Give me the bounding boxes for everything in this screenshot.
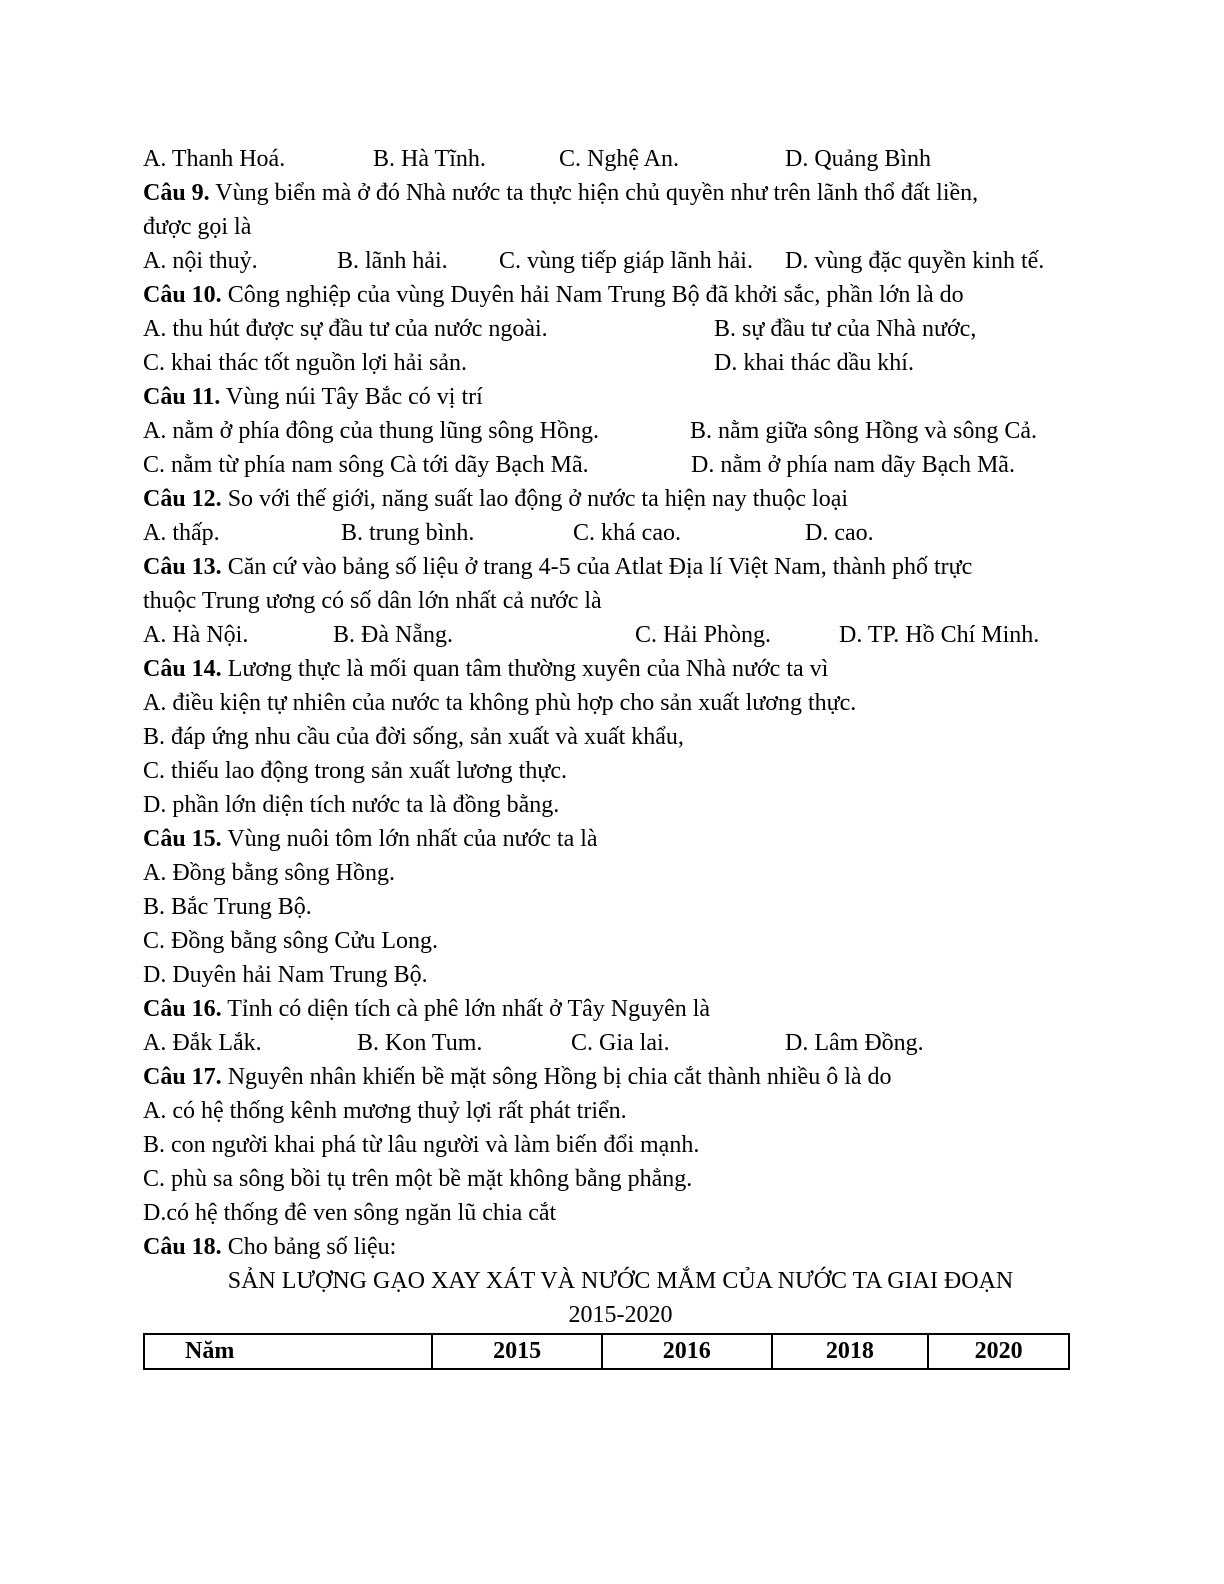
question-line bbox=[143, 380, 483, 414]
question-number: Câu 10. bbox=[143, 282, 222, 308]
table-header-row bbox=[144, 1334, 1069, 1369]
question-text: Công nghiệp của vùng Duyên hải Nam Trung Bộ đã khởi sắc, phần lớn là do bbox=[221, 282, 964, 308]
answer-option: B. lãnh hải. bbox=[337, 248, 448, 274]
question-number: Câu 16. bbox=[143, 996, 222, 1022]
text-line: D. phần lớn diện tích nước ta là đồng bằng. bbox=[143, 792, 560, 818]
question-number: Câu 13. bbox=[143, 554, 222, 580]
answer-option: D. khai thác dầu khí. bbox=[714, 350, 914, 376]
answer-option: B. Hà Tĩnh. bbox=[373, 146, 486, 172]
question-text: Lương thực là mối quan tâm thường xuyên của Nhà nước ta vì bbox=[221, 656, 829, 682]
answer-option: D. cao. bbox=[805, 520, 874, 546]
text-line: D. Duyên hải Nam Trung Bộ. bbox=[143, 962, 428, 988]
answer-option: B. Đà Nẵng. bbox=[333, 622, 453, 648]
question-number: Câu 18. bbox=[143, 1234, 222, 1260]
answer-option: D. nằm ở phía nam dãy Bạch Mã. bbox=[691, 452, 1015, 478]
question-text: Vùng nuôi tôm lớn nhất của nước ta là bbox=[221, 826, 598, 852]
question-number: Câu 11. bbox=[143, 384, 221, 410]
text-line: C. thiếu lao động trong sản xuất lương thực. bbox=[143, 758, 567, 784]
data-table bbox=[143, 1333, 1070, 1370]
answer-option: D. Lâm Đồng. bbox=[785, 1030, 924, 1056]
question-text: Cho bảng số liệu: bbox=[221, 1234, 397, 1260]
answer-options-row bbox=[143, 618, 1103, 652]
question-line bbox=[143, 176, 978, 210]
answer-option: C. Hải Phòng. bbox=[635, 622, 772, 648]
answer-option: C. Gia lai. bbox=[571, 1030, 670, 1056]
question-line bbox=[143, 550, 972, 584]
text-line: A. Đồng bằng sông Hồng. bbox=[143, 860, 395, 886]
text-line: B. con người khai phá từ lâu người và làm biến đổi mạnh. bbox=[143, 1132, 700, 1158]
text-line: B. Bắc Trung Bộ. bbox=[143, 894, 312, 920]
question-line bbox=[143, 482, 848, 516]
question-text: So với thế giới, năng suất lao động ở nước ta hiện nay thuộc loại bbox=[221, 486, 849, 512]
question-number: Câu 9. bbox=[143, 180, 210, 206]
text-line: thuộc Trung ương có số dân lớn nhất cả nước là bbox=[143, 588, 602, 614]
question-number: Câu 15. bbox=[143, 826, 222, 852]
answer-options-row bbox=[143, 516, 1103, 550]
question-text: Tỉnh có diện tích cà phê lớn nhất ở Tây Nguyên là bbox=[221, 996, 711, 1022]
answer-option: A. Hà Nội. bbox=[143, 622, 249, 648]
header-cell-2016: 2016 bbox=[602, 1334, 772, 1369]
answer-option: B. Kon Tum. bbox=[357, 1030, 483, 1056]
question-number: Câu 17. bbox=[143, 1064, 222, 1090]
text-line: C. Đồng bằng sông Cửu Long. bbox=[143, 928, 439, 954]
answer-options-row bbox=[143, 1026, 1103, 1060]
answer-option: D. Quảng Bình bbox=[785, 146, 931, 172]
text-line: A. có hệ thống kênh mương thuỷ lợi rất phát triển. bbox=[143, 1098, 627, 1124]
answer-options-row bbox=[143, 448, 1103, 482]
answer-option: A. Đắk Lắk. bbox=[143, 1030, 262, 1056]
header-cell-year: Năm bbox=[144, 1334, 432, 1369]
answer-option: C. Nghệ An. bbox=[559, 146, 679, 172]
answer-option: A. Thanh Hoá. bbox=[143, 146, 286, 172]
answer-option: C. khai thác tốt nguồn lợi hải sản. bbox=[143, 350, 467, 376]
question-number: Câu 14. bbox=[143, 656, 222, 682]
answer-option: B. nằm giữa sông Hồng và sông Cả. bbox=[690, 418, 1037, 444]
answer-option: A. thấp. bbox=[143, 520, 220, 546]
table-title-line-1: SẢN LƯỢNG GẠO XAY XÁT VÀ NƯỚC MẮM CỦA NƯỚC TA GIAI ĐOẠN bbox=[227, 1268, 1014, 1294]
answer-option: C. khá cao. bbox=[573, 520, 681, 546]
answer-option: B. trung bình. bbox=[341, 520, 475, 546]
text-line: B. đáp ứng nhu cầu của đời sống, sản xuất và xuất khẩu, bbox=[143, 724, 684, 750]
question-text: Vùng biển mà ở đó Nhà nước ta thực hiện chủ quyền như trên lãnh thổ đất liền, bbox=[209, 180, 979, 206]
header-cell-2015: 2015 bbox=[432, 1334, 602, 1369]
question-number: Câu 12. bbox=[143, 486, 222, 512]
question-line bbox=[143, 822, 598, 856]
text-line: D.có hệ thống đê ven sông ngăn lũ chia cắt bbox=[143, 1200, 557, 1226]
answer-option: A. nội thuỷ. bbox=[143, 248, 258, 274]
answer-options-row bbox=[143, 346, 1103, 380]
answer-option: A. thu hút được sự đầu tư của nước ngoài. bbox=[143, 316, 548, 342]
answer-option: D. TP. Hồ Chí Minh. bbox=[839, 622, 1040, 648]
answer-option: C. nằm từ phía nam sông Cà tới dãy Bạch Mã. bbox=[143, 452, 589, 478]
text-line: C. phù sa sông bồi tụ trên một bề mặt không bằng phẳng. bbox=[143, 1166, 693, 1192]
header-cell-2020: 2020 bbox=[928, 1334, 1069, 1369]
text-line: A. điều kiện tự nhiên của nước ta không phù hợp cho sản xuất lương thực. bbox=[143, 690, 857, 716]
header-cell-2018: 2018 bbox=[772, 1334, 929, 1369]
answer-options-row bbox=[143, 414, 1103, 448]
question-text: Căn cứ vào bảng số liệu ở trang 4-5 của Atlat Địa lí Việt Nam, thành phố trực bbox=[221, 554, 973, 580]
table-title-line-2: 2015-2020 bbox=[568, 1302, 673, 1328]
answer-options-row bbox=[143, 312, 1103, 346]
question-text: Vùng núi Tây Bắc có vị trí bbox=[220, 384, 483, 410]
question-line bbox=[143, 652, 828, 686]
answer-options-row bbox=[143, 244, 1103, 278]
answer-options-row bbox=[143, 142, 1103, 176]
text-line: được gọi là bbox=[143, 214, 252, 240]
answer-option: D. vùng đặc quyền kinh tế. bbox=[785, 248, 1045, 274]
question-line bbox=[143, 1230, 396, 1264]
question-line bbox=[143, 278, 964, 312]
question-line bbox=[143, 992, 710, 1026]
question-line bbox=[143, 1060, 892, 1094]
answer-option: A. nằm ở phía đông của thung lũng sông Hồng. bbox=[143, 418, 599, 444]
answer-option: B. sự đầu tư của Nhà nước, bbox=[714, 316, 977, 342]
question-text: Nguyên nhân khiến bề mặt sông Hồng bị chia cắt thành nhiều ô là do bbox=[221, 1064, 892, 1090]
answer-option: C. vùng tiếp giáp lãnh hải. bbox=[499, 248, 753, 274]
